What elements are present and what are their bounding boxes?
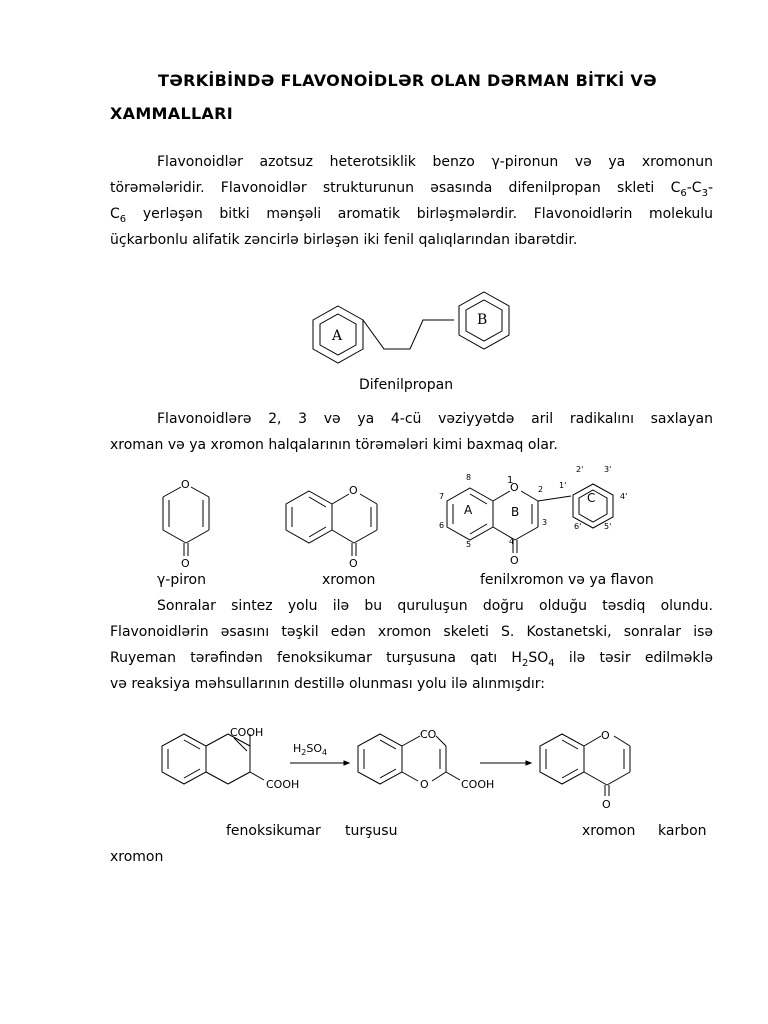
atom-number-6: 6	[439, 521, 445, 530]
oxygen-label: O	[349, 557, 358, 570]
third-line-1: Sonralar sintez yolu ilə bu quruluşun doğru olduğu təsdiq olundu.	[157, 598, 713, 614]
reagent-label	[293, 742, 327, 757]
ring-a-label: A	[464, 503, 473, 517]
atom-number-4-prime: 4'	[620, 492, 628, 501]
cooh-label-bottom: COOH	[266, 778, 300, 791]
co-label: CO	[420, 728, 437, 741]
atom-number-3: 3	[542, 518, 548, 527]
reaction-scheme	[150, 718, 670, 818]
difenilpropan-structure	[300, 285, 520, 375]
atom-number-4: 4	[509, 537, 515, 546]
flavon-caption: fenilxromon və ya flavon	[480, 572, 654, 588]
oxygen-label: O	[602, 798, 611, 811]
oxygen-label: O	[181, 478, 190, 491]
xromon-karbon-caption: xromon	[582, 823, 636, 839]
intro-line-2: törəmələridir. Flavonoidlər strukturunun əsasında difenilpropan skleti $C_6-C_3-$	[110, 180, 713, 199]
xromon-structure	[280, 470, 390, 570]
atom-number-3-prime: 3'	[604, 465, 612, 474]
atom-number-5-prime: 5'	[604, 522, 612, 531]
gamma-piron-structure	[150, 470, 230, 570]
page-title: TƏRKİBİNDƏ FLAVONOİDLƏR OLAN DƏRMAN BİTKİ VƏ XAMMALLARI	[110, 71, 657, 123]
cooh-label-top: COOH	[230, 726, 264, 739]
intro-line-3: $C_6$ yerləşən bitki mənşəli aromatik birləşmələrdir. Flavonoidlərin molekulu	[110, 206, 713, 225]
atom-number-7: 7	[439, 492, 445, 501]
oxygen-label: O	[510, 481, 519, 494]
oxygen-label: O	[420, 778, 429, 791]
third-line-2: Flavonoidlərin əsasını təşkil edən xromon skeleti S. Kostanetski, sonralar isə	[110, 624, 713, 640]
third-line-4: və reaksiya məhsullarının destillə olunması yolu ilə alınmışdır:	[110, 676, 546, 692]
second-line-1: Flavonoidlərə 2, 3 və ya 4-cü vəziyyətdə aril radikalını saxlayan	[157, 411, 713, 427]
atom-number-2: 2	[538, 485, 544, 494]
intro-line-4: üçkarbonlu alifatik zəncirlə birləşən iki fenil qalıqlarından ibarətdir.	[110, 232, 578, 248]
oxygen-label: O	[181, 557, 190, 570]
atom-number-2-prime: 2'	[576, 465, 584, 474]
propane-chain	[363, 320, 454, 349]
ring-b-label: B	[477, 312, 488, 328]
intro-line-1: Flavonoidlər azotsuz heterotsiklik benzo γ-pironun və ya xromonun	[157, 154, 713, 170]
ring-c-label: C	[587, 491, 596, 505]
oxygen-label: O	[349, 484, 358, 497]
fenoksikumar-caption-2: turşusu	[345, 823, 398, 839]
cooh-label-product: COOH	[461, 778, 495, 791]
difenilpropan-caption: Difenilpropan	[359, 377, 454, 393]
oxygen-label: O	[601, 729, 610, 742]
third-line-3: Ruyeman tərəfindən fenoksikumar turşusuna qatı $H_2SO_4$ ilə təsir edilməklə	[110, 650, 713, 669]
xromon-caption: xromon	[322, 572, 376, 588]
atom-number-6-prime: 6'	[574, 522, 582, 531]
oxygen-label: O	[510, 554, 519, 567]
flavon-structure	[430, 458, 640, 568]
xromon-karbon-caption-2: karbon	[658, 823, 707, 839]
intro-paragraph	[110, 149, 713, 253]
ring-b-label: B	[511, 505, 520, 519]
svg-text:H2SO4: $H_2SO_4$	[293, 742, 328, 757]
atom-number-8: 8	[466, 473, 472, 482]
atom-number-1-prime: 1'	[559, 481, 567, 490]
atom-number-5: 5	[466, 540, 472, 549]
second-paragraph	[110, 406, 713, 458]
xromon-wrap-caption: xromon	[110, 849, 164, 865]
third-paragraph	[110, 593, 713, 697]
atom-number-1: 1	[507, 475, 514, 486]
second-line-2: xroman və ya xromon halqalarının törəmələri kimi baxmaq olar.	[110, 437, 558, 453]
gamma-piron-caption: γ-piron	[157, 572, 206, 588]
ring-a-label: A	[332, 328, 343, 344]
fenoksikumar-caption: fenoksikumar	[226, 823, 321, 839]
